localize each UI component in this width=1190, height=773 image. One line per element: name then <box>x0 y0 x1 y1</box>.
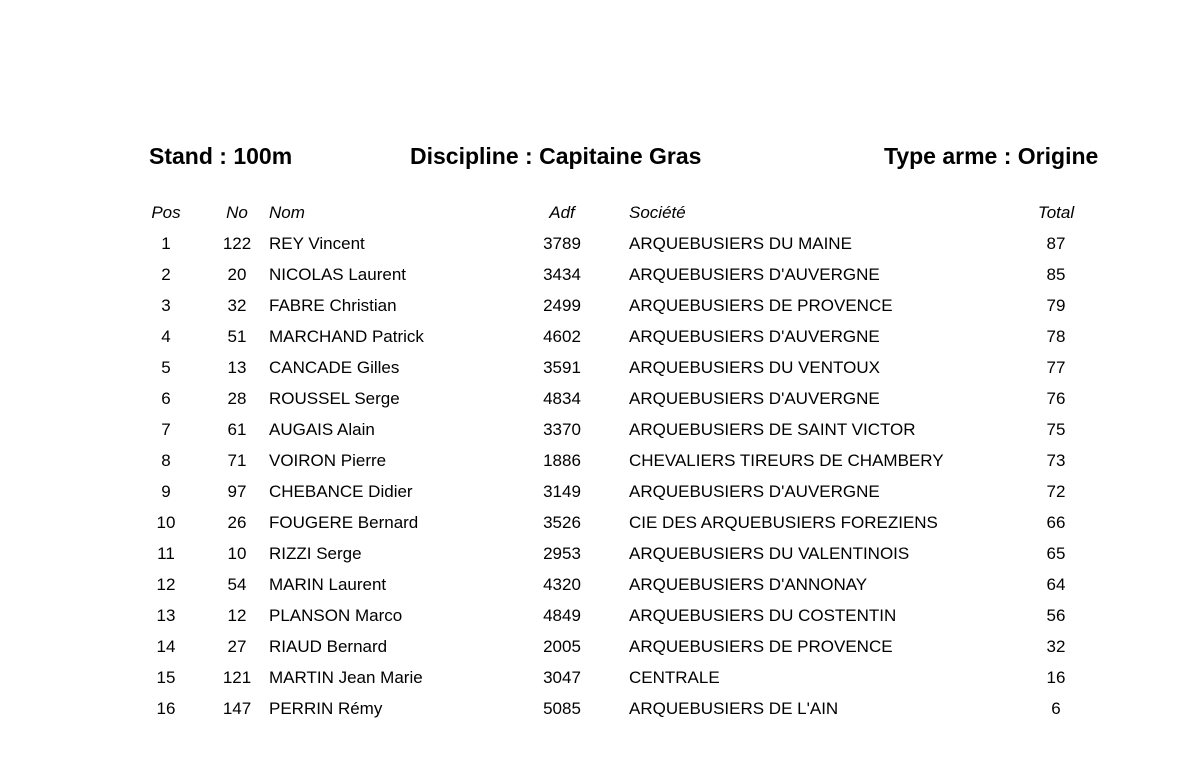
row-societe: ARQUEBUSIERS D'AUVERGNE <box>629 327 880 346</box>
row-nom: AUGAIS Alain <box>269 420 375 439</box>
row-no: 54 <box>227 575 247 594</box>
discipline-label: Discipline : Capitaine Gras <box>410 143 702 169</box>
row-no: 61 <box>227 420 247 439</box>
row-societe: ARQUEBUSIERS DU VALENTINOIS <box>629 544 910 563</box>
row-pos: 11 <box>157 544 175 563</box>
row-pos: 12 <box>156 575 176 594</box>
row-no: 20 <box>227 265 247 284</box>
row-nom: REY Vincent <box>269 234 365 253</box>
row-no: 97 <box>227 482 247 501</box>
row-no: 10 <box>227 544 247 563</box>
row-societe: ARQUEBUSIERS DU COSTENTIN <box>629 606 897 625</box>
table-row <box>0 541 1190 572</box>
row-no: 27 <box>227 637 247 656</box>
row-no: 28 <box>227 389 247 408</box>
table-row <box>0 386 1190 417</box>
row-no: 51 <box>227 327 247 346</box>
row-no: 12 <box>227 606 247 625</box>
table-row <box>0 231 1190 262</box>
row-total: 65 <box>1046 544 1066 563</box>
row-adf: 2953 <box>543 544 581 563</box>
column-header-no: No <box>226 203 248 222</box>
column-header-pos: Pos <box>151 203 181 222</box>
row-adf: 4602 <box>543 327 581 346</box>
row-total: 32 <box>1046 637 1066 656</box>
row-pos: 13 <box>156 606 176 625</box>
row-total: 79 <box>1046 296 1066 315</box>
row-pos: 5 <box>161 358 171 377</box>
row-pos: 6 <box>161 389 171 408</box>
table-header-row <box>0 200 1190 231</box>
row-total: 77 <box>1046 358 1066 377</box>
row-adf: 5085 <box>543 699 581 718</box>
table-row <box>0 293 1190 324</box>
row-no: 13 <box>227 358 247 377</box>
row-societe: CENTRALE <box>629 668 720 687</box>
column-header-adf: Adf <box>549 203 575 222</box>
row-societe: ARQUEBUSIERS DU VENTOUX <box>629 358 880 377</box>
row-nom: RIZZI Serge <box>269 544 362 563</box>
row-societe: ARQUEBUSIERS DE PROVENCE <box>629 296 893 315</box>
row-pos: 10 <box>156 513 176 532</box>
column-header-total: Total <box>1037 203 1075 222</box>
row-adf: 3047 <box>543 668 581 687</box>
row-no: 122 <box>222 234 252 253</box>
row-societe: ARQUEBUSIERS D'ANNONAY <box>629 575 868 594</box>
row-pos: 16 <box>156 699 176 718</box>
table-row <box>0 417 1190 448</box>
table-row <box>0 572 1190 603</box>
row-adf: 2499 <box>543 296 581 315</box>
row-nom: CHEBANCE Didier <box>269 482 413 501</box>
table-row <box>0 324 1190 355</box>
row-total: 64 <box>1046 575 1066 594</box>
row-pos: 15 <box>156 668 176 687</box>
row-no: 121 <box>222 668 252 687</box>
row-total: 56 <box>1046 606 1066 625</box>
row-total: 73 <box>1046 451 1066 470</box>
row-societe: ARQUEBUSIERS DE PROVENCE <box>629 637 893 656</box>
row-nom: RIAUD Bernard <box>269 637 388 656</box>
row-adf: 4834 <box>543 389 581 408</box>
row-no: 26 <box>227 513 247 532</box>
stand-label: Stand : 100m <box>149 143 293 169</box>
row-pos: 9 <box>161 482 171 501</box>
row-nom: FOUGERE Bernard <box>269 513 419 532</box>
row-pos: 8 <box>161 451 171 470</box>
row-pos: 1 <box>161 234 171 253</box>
table-row <box>0 665 1190 696</box>
row-nom: PLANSON Marco <box>269 606 403 625</box>
row-total: 16 <box>1046 668 1066 687</box>
table-row <box>0 262 1190 293</box>
table-row <box>0 510 1190 541</box>
results-table <box>0 200 1190 727</box>
row-nom: MARCHAND Patrick <box>269 327 424 346</box>
table-row <box>0 355 1190 386</box>
row-adf: 3789 <box>543 234 581 253</box>
row-pos: 7 <box>161 420 171 439</box>
row-adf: 2005 <box>543 637 581 656</box>
row-nom: NICOLAS Laurent <box>269 265 407 284</box>
row-adf: 3149 <box>543 482 581 501</box>
row-adf: 3370 <box>543 420 581 439</box>
row-pos: 2 <box>161 265 171 284</box>
row-societe: ARQUEBUSIERS DE L'AIN <box>629 699 839 718</box>
row-adf: 3591 <box>543 358 581 377</box>
row-adf: 3526 <box>543 513 581 532</box>
row-societe: ARQUEBUSIERS D'AUVERGNE <box>629 389 880 408</box>
row-nom: VOIRON Pierre <box>269 451 387 470</box>
row-societe: ARQUEBUSIERS DE SAINT VICTOR <box>629 420 916 439</box>
row-societe: CIE DES ARQUEBUSIERS FOREZIENS <box>629 513 938 532</box>
table-row <box>0 603 1190 634</box>
row-total: 87 <box>1046 234 1066 253</box>
row-adf: 4320 <box>543 575 581 594</box>
row-nom: MARTIN Jean Marie <box>269 668 423 687</box>
row-societe: ARQUEBUSIERS D'AUVERGNE <box>629 482 880 501</box>
row-pos: 14 <box>156 637 176 656</box>
row-nom: PERRIN Rémy <box>269 699 383 718</box>
row-adf: 1886 <box>543 451 581 470</box>
row-total: 85 <box>1046 265 1066 284</box>
row-no: 147 <box>222 699 252 718</box>
row-total: 66 <box>1046 513 1066 532</box>
row-total: 78 <box>1046 327 1066 346</box>
row-nom: ROUSSEL Serge <box>269 389 400 408</box>
table-row <box>0 634 1190 665</box>
row-nom: MARIN Laurent <box>269 575 387 594</box>
row-adf: 3434 <box>543 265 581 284</box>
row-no: 32 <box>227 296 247 315</box>
row-societe: ARQUEBUSIERS DU MAINE <box>629 234 852 253</box>
weapon-type-label: Type arme : Origine <box>884 143 1099 169</box>
row-total: 75 <box>1046 420 1066 439</box>
row-total: 76 <box>1046 389 1066 408</box>
row-nom: CANCADE Gilles <box>269 358 400 377</box>
row-total: 72 <box>1046 482 1066 501</box>
column-header-societe: Société <box>629 203 686 222</box>
row-pos: 4 <box>161 327 171 346</box>
table-body <box>0 231 1190 727</box>
column-header-nom: Nom <box>269 203 305 222</box>
table-row <box>0 479 1190 510</box>
row-pos: 3 <box>161 296 171 315</box>
row-societe: ARQUEBUSIERS D'AUVERGNE <box>629 265 880 284</box>
row-total: 6 <box>1051 699 1061 718</box>
row-adf: 4849 <box>543 606 581 625</box>
table-row <box>0 448 1190 479</box>
table-row <box>0 696 1190 727</box>
row-nom: FABRE Christian <box>269 296 397 315</box>
row-societe: CHEVALIERS TIREURS DE CHAMBERY <box>629 451 944 470</box>
row-no: 71 <box>227 451 247 470</box>
